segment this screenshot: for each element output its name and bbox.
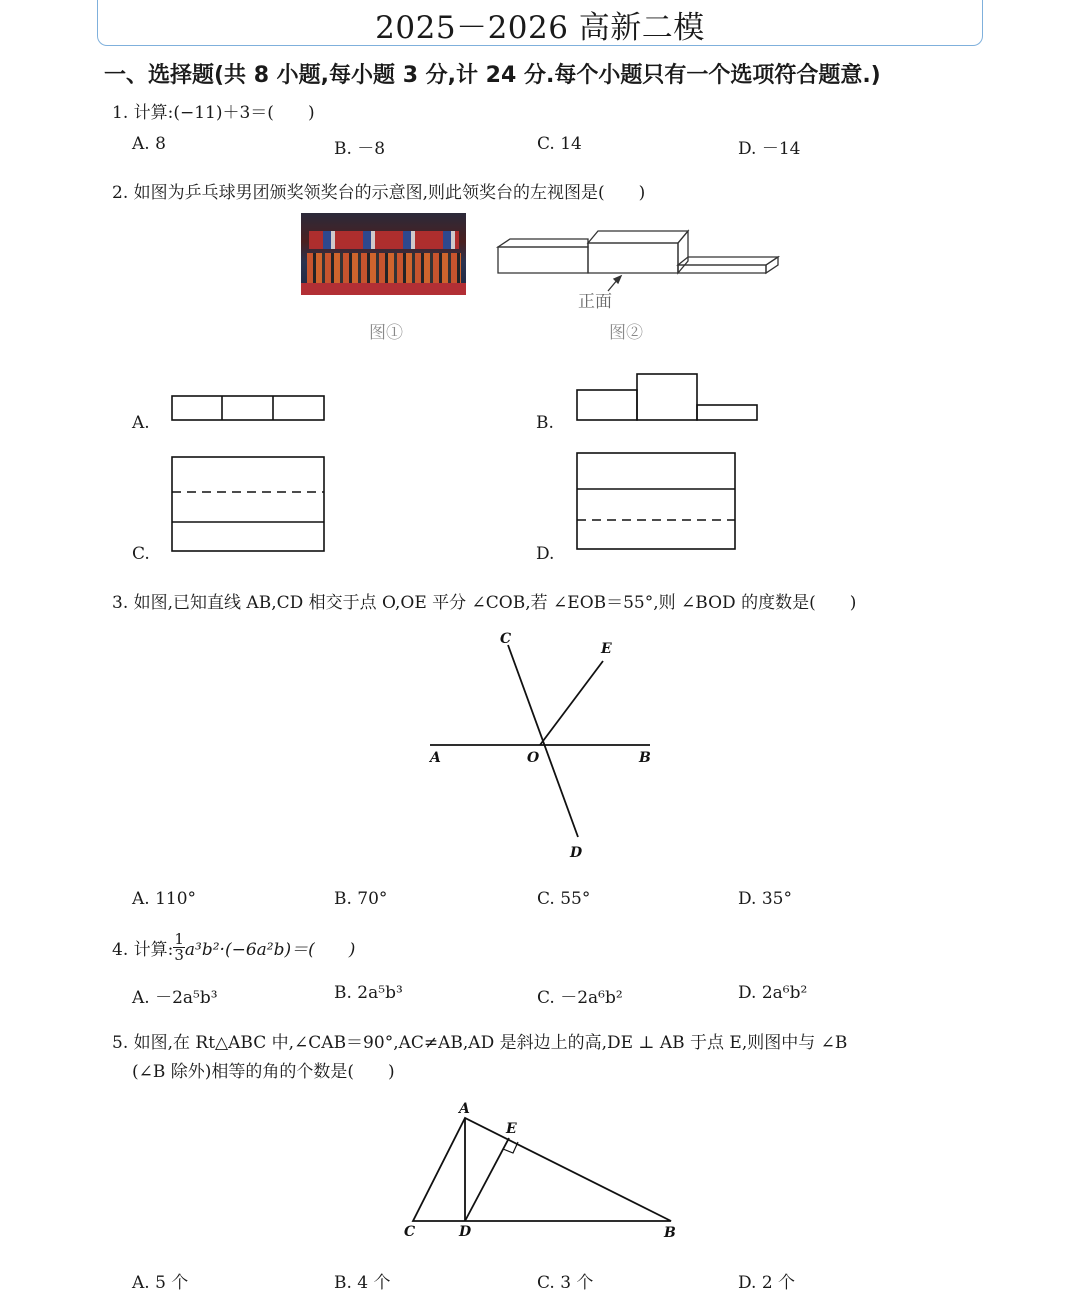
q2-option-d-figure	[575, 451, 739, 553]
q5-option-d: D. 2 个	[738, 1273, 796, 1293]
q5-triangle-diagram	[398, 1096, 688, 1246]
front-label: 正面	[578, 292, 612, 312]
q1-option-d: D. －14	[738, 139, 801, 159]
q4-option-a: A. －2a⁵b³	[132, 988, 218, 1008]
q2-option-c-label: C.	[132, 544, 150, 564]
q1-option-c: C. 14	[537, 134, 582, 154]
q1-option-a: A. 8	[132, 134, 166, 154]
q5-option-a: A. 5 个	[132, 1273, 189, 1293]
q4-option-b: B. 2a⁵b³	[334, 983, 403, 1003]
q4-option-d: D. 2a⁶b²	[738, 983, 808, 1003]
q2-option-d-label: D.	[536, 544, 555, 564]
q3-option-c: C. 55°	[537, 889, 591, 909]
point-d-label: D	[459, 1224, 472, 1240]
q2-option-a-figure	[170, 394, 328, 424]
question-5-stem-line-2: (∠B 除外)相等的角的个数是( )	[132, 1062, 395, 1082]
page-title: 2025－2026 高新二模	[375, 10, 705, 46]
q3-option-d: D. 35°	[738, 889, 792, 909]
q3-option-b: B. 70°	[334, 889, 388, 909]
photo-flags	[309, 231, 459, 249]
q4-fraction-numerator: 1	[174, 930, 184, 948]
q4-fraction-denominator: 3	[174, 946, 184, 964]
q2-option-b-figure	[575, 372, 761, 424]
ray-oe	[540, 661, 603, 745]
question-1-stem: 1. 计算:(−11)＋3＝( )	[112, 103, 315, 123]
q1-option-b: B. －8	[334, 139, 386, 159]
segment-de	[465, 1138, 509, 1221]
figure-2-caption: 图②	[609, 323, 643, 343]
point-c-label: C	[500, 631, 512, 647]
q2-option-a-label: A.	[132, 413, 150, 433]
question-2-stem: 2. 如图为乒乓球男团颁奖领奖台的示意图,则此领奖台的左视图是( )	[112, 183, 646, 203]
point-d-label: D	[570, 845, 583, 861]
q4-prefix: 4. 计算:	[112, 940, 174, 960]
q2-option-b-label: B.	[536, 413, 554, 433]
q4-fraction	[173, 932, 185, 963]
q4-expression: a³b²·(−6a²b)＝( )	[184, 940, 356, 960]
section-heading: 一、选择题(共 8 小题,每小题 3 分,计 24 分.每个小题只有一个选项符合题意.)	[104, 63, 881, 88]
question-4-stem	[112, 932, 355, 963]
q5-option-b: B. 4 个	[334, 1273, 391, 1293]
photo-athletes	[307, 253, 461, 283]
figure-1-caption: 图①	[369, 323, 403, 343]
triangle-abc	[413, 1118, 671, 1221]
point-a-label: A	[459, 1101, 470, 1117]
q5-option-c: C. 3 个	[537, 1273, 594, 1293]
q3-option-a: A. 110°	[132, 889, 197, 909]
point-o-label: O	[527, 750, 540, 766]
photo-stage	[301, 283, 466, 295]
q3-angle-diagram	[420, 625, 670, 865]
q2-option-c-figure	[170, 455, 328, 555]
q4-option-c: C. －2a⁶b²	[537, 988, 623, 1008]
podium-diagram	[490, 225, 790, 315]
point-a-label: A	[430, 750, 441, 766]
question-5-stem-line-1: 5. 如图,在 Rt△ABC 中,∠CAB＝90°,AC≠AB,AD 是斜边上的高,DE ⊥ AB 于点 E,则图中与 ∠B	[112, 1033, 848, 1053]
point-e-label: E	[601, 641, 612, 657]
point-c-label: C	[404, 1224, 416, 1240]
question-3-stem: 3. 如图,已知直线 AB,CD 相交于点 O,OE 平分 ∠COB,若 ∠EOB＝55°,则 ∠BOD 的度数是( )	[112, 593, 857, 613]
point-b-label: B	[639, 750, 651, 766]
podium-photo	[301, 213, 466, 295]
point-e-label: E	[506, 1121, 517, 1137]
point-b-label: B	[664, 1225, 676, 1241]
